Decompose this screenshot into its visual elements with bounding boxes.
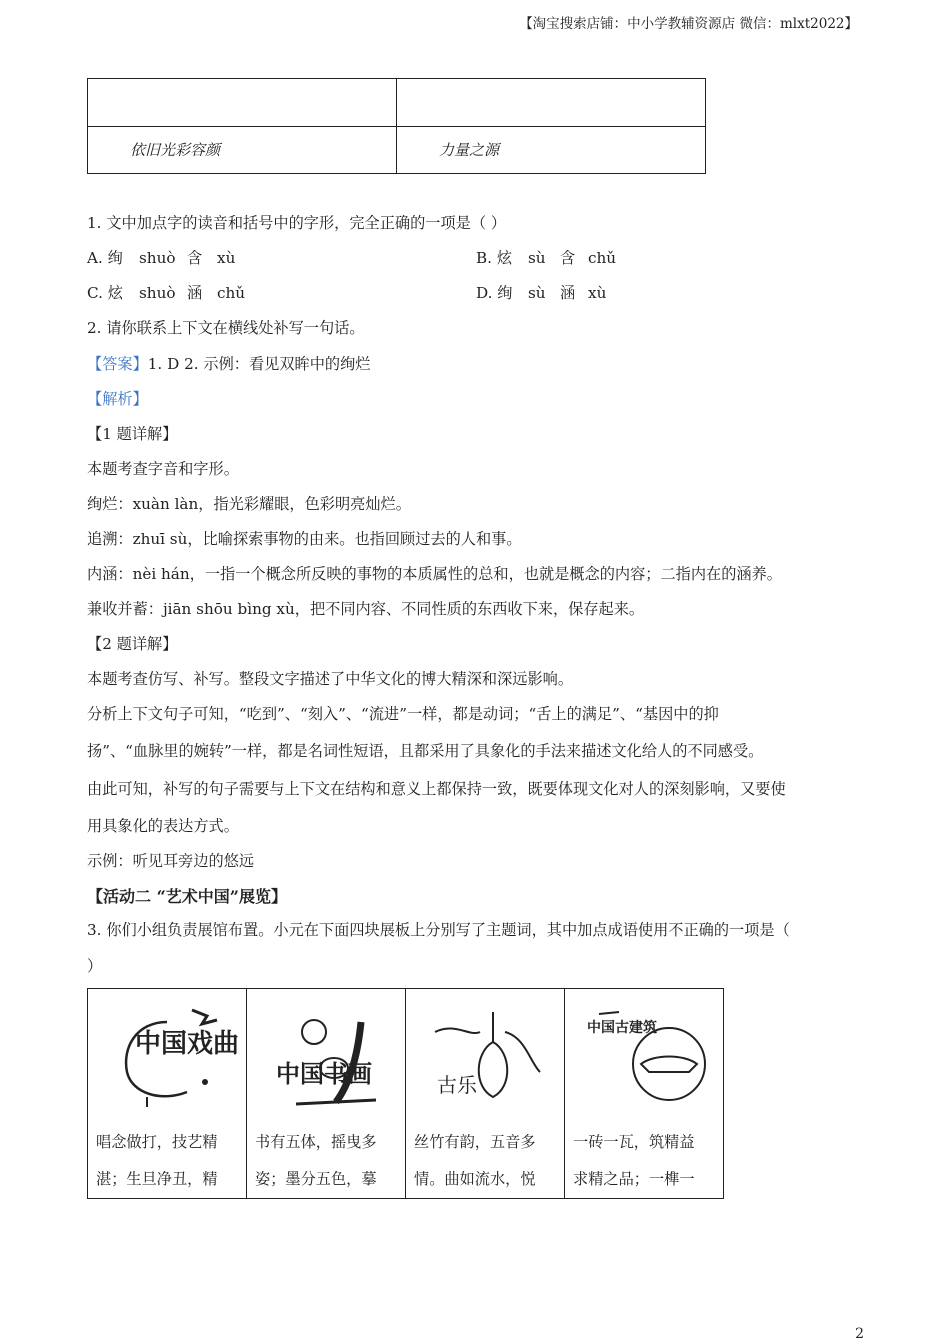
panel-text: 丝竹有韵，五音多 bbox=[414, 1133, 536, 1151]
q1-option-c: C. 炫 shuò 涵 chǔ bbox=[87, 284, 246, 302]
detail1-line: 绚烂：xuàn làn，指光彩耀眼，色彩明亮灿烂。 bbox=[87, 495, 411, 513]
panels-table bbox=[87, 988, 724, 1199]
top-table bbox=[87, 78, 706, 174]
opera-logo-icon bbox=[107, 1002, 240, 1112]
q1-option-b: B. 炫 sù 含 chǔ bbox=[476, 249, 617, 267]
svg-text:中国戏曲: 中国戏曲 bbox=[135, 1028, 240, 1059]
answer-tag: 【答案】 bbox=[87, 355, 148, 373]
activity2-title: 【活动二 “艺术中国”展览】 bbox=[87, 887, 287, 906]
top-table-cell bbox=[397, 79, 706, 127]
calligraphy-logo-icon bbox=[266, 1002, 386, 1112]
detail1-title: 【1 题详解】 bbox=[87, 425, 178, 443]
panel-text: 唱念做打，技艺精 bbox=[96, 1133, 218, 1151]
detail1-line: 本题考查字音和字形。 bbox=[87, 460, 239, 478]
panel-music bbox=[406, 989, 565, 1199]
panel-opera bbox=[88, 989, 247, 1199]
detail2-line: 本题考查仿写、补写。整段文字描述了中华文化的博大精深和深远影响。 bbox=[87, 670, 573, 688]
panel-text: 一砖一瓦，筑精益 bbox=[573, 1133, 695, 1151]
page-header: 【淘宝搜索店铺：中小学教辅资源店 微信：mlxt2022】 bbox=[519, 16, 858, 32]
q1-option-a: A. 绚 shuò 含 xù bbox=[87, 249, 236, 267]
panel-text: 姿；墨分五色，摹 bbox=[255, 1170, 377, 1188]
detail1-line: 兼收并蓄：jiān shōu bìng xù，把不同内容、不同性质的东西收下来，保存起来。 bbox=[87, 600, 645, 618]
q1-stem: 1. 文中加点字的读音和括号中的字形，完全正确的一项是（ ） bbox=[87, 214, 507, 232]
q3-stem: 3. 你们小组负责展馆布置。小元在下面四块展板上分别写了主题词，其中加点成语使用不正确的一项是（ bbox=[87, 921, 790, 939]
detail2-line: 用具象化的表达方式。 bbox=[87, 817, 239, 835]
top-table-cell: 力量之源 bbox=[397, 126, 706, 174]
page-number: 2 bbox=[855, 1326, 864, 1342]
svg-text:古乐: 古乐 bbox=[437, 1072, 477, 1097]
svg-text:中国古建筑: 中国古建筑 bbox=[587, 1019, 657, 1036]
q3-stem-end: ） bbox=[87, 957, 103, 975]
top-table-cell bbox=[88, 79, 397, 127]
panel-calligraphy bbox=[247, 989, 406, 1199]
music-logo-icon bbox=[425, 1002, 545, 1112]
answer-text: 1. D 2. 示例：看见双眸中的绚烂 bbox=[147, 355, 371, 373]
q2-stem: 2. 请你联系上下文在横线处补写一句话。 bbox=[87, 319, 365, 337]
top-table-cell: 依旧光彩容颜 bbox=[88, 126, 397, 174]
panel-text: 湛；生旦净丑，精 bbox=[96, 1170, 218, 1188]
detail2-title: 【2 题详解】 bbox=[87, 635, 178, 653]
detail2-line: 分析上下文句子可知，“吃到”、“刻入”、“流进”一样，都是动词；“舌上的满足”、“基因中的抑 bbox=[87, 705, 719, 723]
panel-architecture bbox=[565, 989, 724, 1199]
detail2-line: 示例：听见耳旁边的悠远 bbox=[87, 852, 255, 870]
svg-text:中国书画: 中国书画 bbox=[276, 1058, 372, 1088]
detail2-line: 由此可知，补写的句子需要与上下文在结构和意义上都保持一致，既要体现文化对人的深刻影响，又要使 bbox=[87, 780, 786, 798]
panel-text: 情。曲如流水，悦 bbox=[414, 1170, 536, 1188]
analysis-tag: 【解析】 bbox=[87, 390, 148, 408]
detail1-line: 追溯：zhuī sù，比喻探索事物的由来。也指回顾过去的人和事。 bbox=[87, 530, 522, 548]
q1-option-d: D. 绚 sù 涵 xù bbox=[476, 284, 607, 302]
architecture-logo-icon bbox=[579, 1002, 709, 1112]
detail2-line: 扬”、“血脉里的婉转”一样，都是名词性短语，且都采用了具象化的手法来描述文化给人的不同感受。 bbox=[87, 742, 764, 760]
panel-text: 书有五体，摇曳多 bbox=[255, 1133, 377, 1151]
answer-line bbox=[87, 353, 370, 374]
detail1-line: 内涵：nèi hán，一指一个概念所反映的事物的本质属性的总和，也就是概念的内容；二指内在的涵养。 bbox=[87, 565, 782, 583]
panel-text: 求精之品；一榫一 bbox=[573, 1170, 695, 1188]
